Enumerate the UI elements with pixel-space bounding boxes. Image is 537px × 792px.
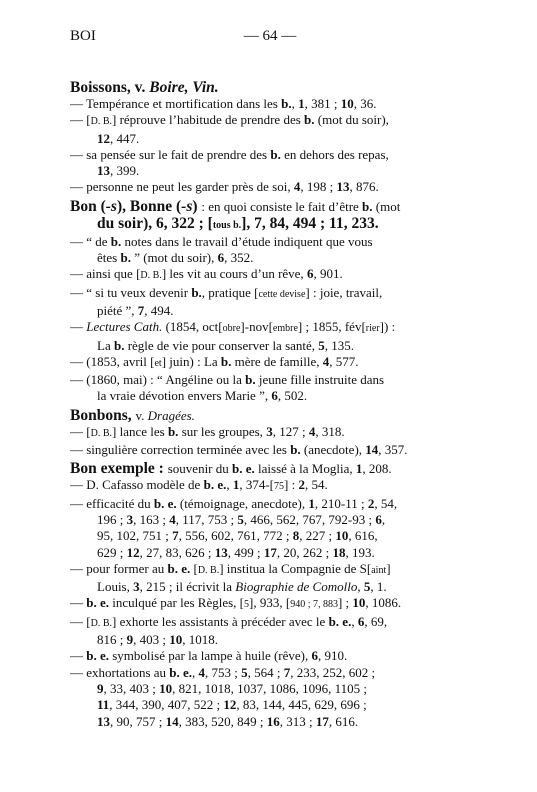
index-subentry <box>70 665 470 730</box>
entry-line: 13, 90, 757 ; 14, 383, 520, 849 ; 16, 313 ; 17, 616. <box>97 713 359 729</box>
index-subentry <box>70 179 470 195</box>
index-subentry <box>70 354 470 372</box>
index-heading <box>70 198 470 234</box>
index-subentry <box>70 442 470 458</box>
entry-line: Boissons, v. Boire, Vin. <box>70 79 219 96</box>
index-subentry <box>70 424 470 442</box>
entry-line: du soir), 6, 322 ; [tous b.], 7, 84, 494 ; 11, 233. <box>97 214 379 232</box>
page-number: — 64 — <box>243 28 297 44</box>
entry-line: 9, 33, 403 ; 10, 821, 1018, 1037, 1086, 1096, 1105 ; <box>97 680 368 696</box>
entry-line: — Tempérance et mortification dans les b., 1, 381 ; 10, 36. <box>70 96 377 111</box>
entry-line: 196 ; 3, 163 ; 4, 117, 753 ; 5, 466, 562, 767, 792-93 ; 6, <box>97 511 386 527</box>
entry-line: — “ si tu veux devenir b., pratique [cette devise] : joie, travail, <box>70 284 383 300</box>
entry-line: La b. règle de vie pour conserver la santé, 5, 135. <box>97 337 355 353</box>
index-subentry <box>70 496 470 561</box>
entry-line: — D. Cafasso modèle de b. e., 1, 374-[75] : 2, 54. <box>70 477 328 493</box>
entry-line: 816 ; 9, 403 ; 10, 1018. <box>97 632 218 648</box>
index-heading <box>70 407 470 424</box>
entry-line: — b. e. inculqué par les Règles, [5], 933, [940 ; 7, 883] ; 10, 1086. <box>70 595 402 611</box>
entry-line: — “ de b. notes dans le travail d’étude indiquent que vous <box>70 233 373 249</box>
entry-line: — sa pensée sur le fait de prendre des b. en dehors des repas, <box>70 146 389 162</box>
index-subentry <box>70 147 470 180</box>
entry-line: 11, 344, 390, 407, 522 ; 12, 83, 144, 445, 629, 696 ; <box>97 697 367 713</box>
index-subentry <box>70 477 470 495</box>
entry-line: Louis, 3, 215 ; il écrivit la Biographie de Comollo, 5, 1. <box>97 579 387 595</box>
entry-line: — [D. B.] réprouve l’habitude de prendre des b. (mot du soir), <box>70 112 389 128</box>
index-subentry <box>70 266 470 284</box>
entry-line: — [D. B.] lance les b. sur les groupes, 3, 127 ; 4, 318. <box>70 423 345 439</box>
entry-line: — personne ne peut les garder près de soi, 4, 198 ; 13, 876. <box>70 179 379 195</box>
entry-line: — Lectures Cath. (1854, oct[obre]-nov[embre] ; 1855, fév[rier]) : <box>70 319 396 335</box>
index-subentry <box>70 285 470 320</box>
entry-line: 12, 447. <box>97 130 140 146</box>
index-subentry <box>70 561 470 596</box>
index-subentry <box>70 372 470 405</box>
entry-line: Bon exemple : souvenir du b. e. laissé à la Moglia, 1, 208. <box>70 460 392 478</box>
index-heading <box>70 79 470 96</box>
entry-line: piété ”, 7, 494. <box>97 302 174 318</box>
page-header <box>70 28 470 48</box>
index-subentry <box>70 319 470 354</box>
index-entries <box>70 77 470 730</box>
index-subentry <box>70 96 470 112</box>
index-subentry <box>70 648 470 664</box>
entry-line: 629 ; 12, 27, 83, 626 ; 13, 499 ; 17, 20, 262 ; 18, 193. <box>97 544 375 560</box>
entry-line: — ainsi que [D. B.] les vit au cours d’un rêve, 6, 901. <box>70 266 343 282</box>
entry-line: Bon (-s), Bonne (-s) : en quoi consiste le fait d’être b. (mot <box>70 197 401 215</box>
running-head: BOI <box>70 28 96 44</box>
entry-line: — pour former au b. e. [D. B.] institua la Compagnie de S[aint] <box>70 560 391 576</box>
index-subentry <box>70 112 470 147</box>
entry-line: 95, 102, 751 ; 7, 556, 602, 761, 772 ; 8, 227 ; 10, 616, <box>97 528 378 544</box>
entry-line: — (1860, mai) : “ Angéline ou la b. jeune fille instruite dans <box>70 372 385 388</box>
entry-line: — singulière correction terminée avec les b. (anecdote), 14, 357. <box>70 442 408 458</box>
entry-line: 13, 399. <box>97 163 140 179</box>
index-subentry <box>70 595 470 613</box>
entry-line: — efficacité du b. e. (témoignage, anecdote), 1, 210-11 ; 2, 54, <box>70 495 398 511</box>
entry-line: — b. e. symbolisé par la lampe à huile (rêve), 6, 910. <box>70 648 348 664</box>
entry-line: — (1853, avril [et] juin) : La b. mère de famille, 4, 577. <box>70 353 359 369</box>
entry-line: la vraie dévotion envers Marie ”, 6, 502. <box>97 388 308 404</box>
index-subentry <box>70 234 470 267</box>
index-subentry <box>70 614 470 649</box>
entry-line: — [D. B.] exhorte les assistants à précéder avec le b. e., 6, 69, <box>70 613 388 629</box>
entry-line: — exhortations au b. e., 4, 753 ; 5, 564 ; 7, 233, 252, 602 ; <box>70 664 376 680</box>
index-heading <box>70 460 470 477</box>
entry-line: êtes b. ” (mot du soir), 6, 352. <box>97 250 254 266</box>
entry-line: Bonbons, v. Dragées. <box>70 406 195 424</box>
